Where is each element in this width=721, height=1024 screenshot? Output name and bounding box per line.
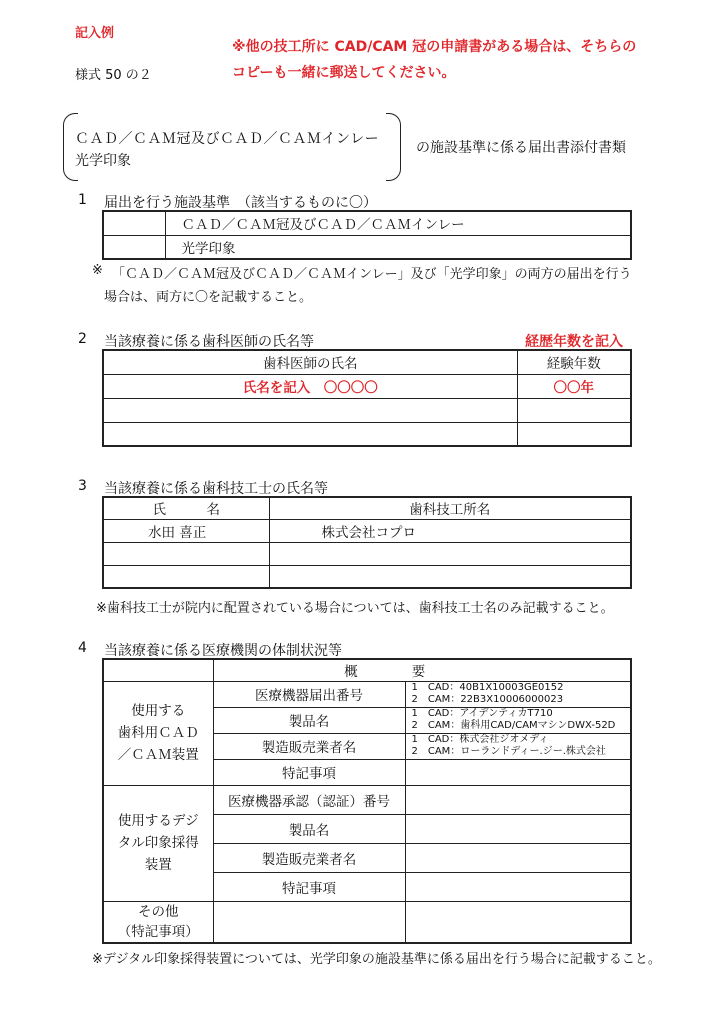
value-cell[interactable]: [405, 901, 631, 943]
table-row: [103, 398, 631, 422]
column-header-name: 氏 名: [103, 497, 269, 519]
standard-label: 光学印象: [165, 235, 631, 259]
mailing-note-line2: コピーも一緒に郵送してください。: [232, 65, 456, 81]
item-label: 製造販売業者名: [213, 733, 405, 759]
experience-years-cell[interactable]: [517, 398, 631, 422]
table-row: [103, 211, 631, 235]
value-cell[interactable]: [405, 872, 631, 901]
value-cell[interactable]: [405, 785, 631, 814]
label-line: 使用するデジ: [117, 813, 199, 829]
digital-impression-device-label: [103, 785, 213, 901]
value-cell[interactable]: [405, 843, 631, 872]
label-line: その他: [138, 903, 179, 920]
table-row: [103, 565, 631, 588]
system-status-table: [102, 658, 632, 944]
table-row: [103, 681, 631, 707]
item-label: 製造販売業者名: [213, 843, 405, 872]
table-row: [103, 785, 631, 814]
years-annotation: 経歴年数を記入: [525, 334, 623, 350]
column-header-lab: 歯科技工所名: [269, 497, 631, 519]
mailing-note-line1: ※他の技工所に CAD/CAM 冠の申請書がある場合は、そちらの: [232, 39, 637, 55]
checkbox-cell[interactable]: [103, 211, 165, 235]
section1-note-mark: ※: [92, 263, 103, 278]
table-header-row: [103, 659, 631, 681]
lab-name-cell[interactable]: 株式会社コプロ: [269, 519, 631, 542]
title-suffix: の施設基準に係る届出書添付書類: [416, 140, 626, 156]
dentist-name-cell[interactable]: [103, 422, 517, 446]
item-label: 製品名: [213, 814, 405, 843]
section4-number: 4: [78, 640, 87, 656]
value-line: 2 CAM：ローランドディー.ジー.株式会社: [411, 746, 606, 757]
technician-table: [102, 496, 632, 589]
section4-heading: 当該療養に係る医療機関の体制状況等: [104, 643, 342, 659]
section1-number: 1: [78, 192, 87, 208]
dentist-table: [102, 349, 632, 447]
value-line: 1 CAD：株式会社ジオメディ: [411, 734, 549, 745]
section2-number: 2: [78, 331, 87, 347]
item-label: 特記事項: [213, 872, 405, 901]
section3-note: ※歯科技工士が院内に配置されている場合については、歯科技工士名のみ記載すること。: [96, 601, 614, 616]
table-header-row: [103, 497, 631, 519]
column-header-years: 経験年数: [517, 350, 631, 374]
value-line: 1 CAD：アイデンティカT710: [411, 708, 553, 719]
lab-name-cell[interactable]: [269, 565, 631, 588]
technician-name-cell[interactable]: 水田 喜正: [103, 519, 269, 542]
table-row: [103, 901, 631, 943]
item-label: 医療機器届出番号: [213, 681, 405, 707]
table-row: [103, 374, 631, 398]
section2-heading: 当該療養に係る歯科医師の氏名等: [104, 334, 314, 350]
table-row: [103, 422, 631, 446]
section3-heading: 当該療養に係る歯科技工士の氏名等: [104, 481, 328, 497]
table-row: [103, 519, 631, 542]
table-header-row: [103, 350, 631, 374]
value-cell[interactable]: [213, 901, 405, 943]
standard-label: ＣＡＤ／ＣＡＭ冠及びＣＡＤ／ＣＡＭインレー: [165, 211, 631, 235]
cad-cam-device-label: [103, 681, 213, 785]
facility-standard-table: [102, 210, 632, 260]
column-header-overview: 概 要: [213, 659, 631, 681]
value-cell[interactable]: [405, 681, 631, 707]
label-line: 装置: [144, 857, 172, 873]
other-label: [103, 901, 213, 943]
value-cell[interactable]: [405, 707, 631, 733]
section4-note: ※デジタル印象採得装置については、光学印象の施設基準に係る届出を行う場合に記載すること。: [92, 952, 661, 967]
value-line: 2 CAM：22B3X10006000023: [411, 694, 564, 705]
lab-name-cell[interactable]: [269, 542, 631, 565]
right-bracket: [386, 113, 401, 181]
section1-note-line2: 場合は、両方に〇を記載すること。: [104, 290, 313, 305]
column-header-name: 歯科医師の氏名: [103, 350, 517, 374]
item-label: 特記事項: [213, 759, 405, 785]
table-row: [103, 542, 631, 565]
value-line: 1 CAD：40B1X10003GE0152: [411, 682, 564, 693]
example-label: 記入例: [75, 26, 115, 41]
section3-number: 3: [78, 478, 87, 494]
item-label: 医療機器承認（認証）番号: [213, 785, 405, 814]
item-label: 製品名: [213, 707, 405, 733]
table-row: [103, 235, 631, 259]
section1-heading: 届出を行う施設基準 （該当するものに〇）: [104, 195, 377, 211]
label-line: 歯科用ＣＡＤ: [117, 725, 199, 741]
label-line: 使用する: [131, 703, 186, 719]
value-cell[interactable]: [405, 733, 631, 759]
value-line: 2 CAM：歯科用CAD/CAMマシンDWX-52D: [411, 720, 616, 731]
label-line: ／ＣＡＭ装置: [117, 747, 199, 763]
dentist-name-cell[interactable]: 氏名を記入 〇〇〇〇: [103, 374, 517, 398]
value-cell[interactable]: [405, 814, 631, 843]
corner-cell: [103, 659, 213, 681]
technician-name-cell[interactable]: [103, 565, 269, 588]
label-line: タル印象採得: [117, 835, 199, 851]
checkbox-cell[interactable]: [103, 235, 165, 259]
title-line1: ＣＡＤ／ＣＡＭ冠及びＣＡＤ／ＣＡＭインレー: [75, 131, 380, 147]
technician-name-cell[interactable]: [103, 542, 269, 565]
dentist-name-cell[interactable]: [103, 398, 517, 422]
section1-note-line1: 「ＣＡＤ／ＣＡＭ冠及びＣＡＤ／ＣＡＭインレー」及び「光学印象」の両方の届出を行う: [112, 267, 632, 282]
experience-years-cell[interactable]: 〇〇年: [517, 374, 631, 398]
experience-years-cell[interactable]: [517, 422, 631, 446]
form-number: 様式 50 の２: [75, 68, 152, 83]
label-line: （特記事項）: [117, 923, 199, 940]
value-cell[interactable]: [405, 759, 631, 785]
title-line2: 光学印象: [75, 153, 131, 169]
